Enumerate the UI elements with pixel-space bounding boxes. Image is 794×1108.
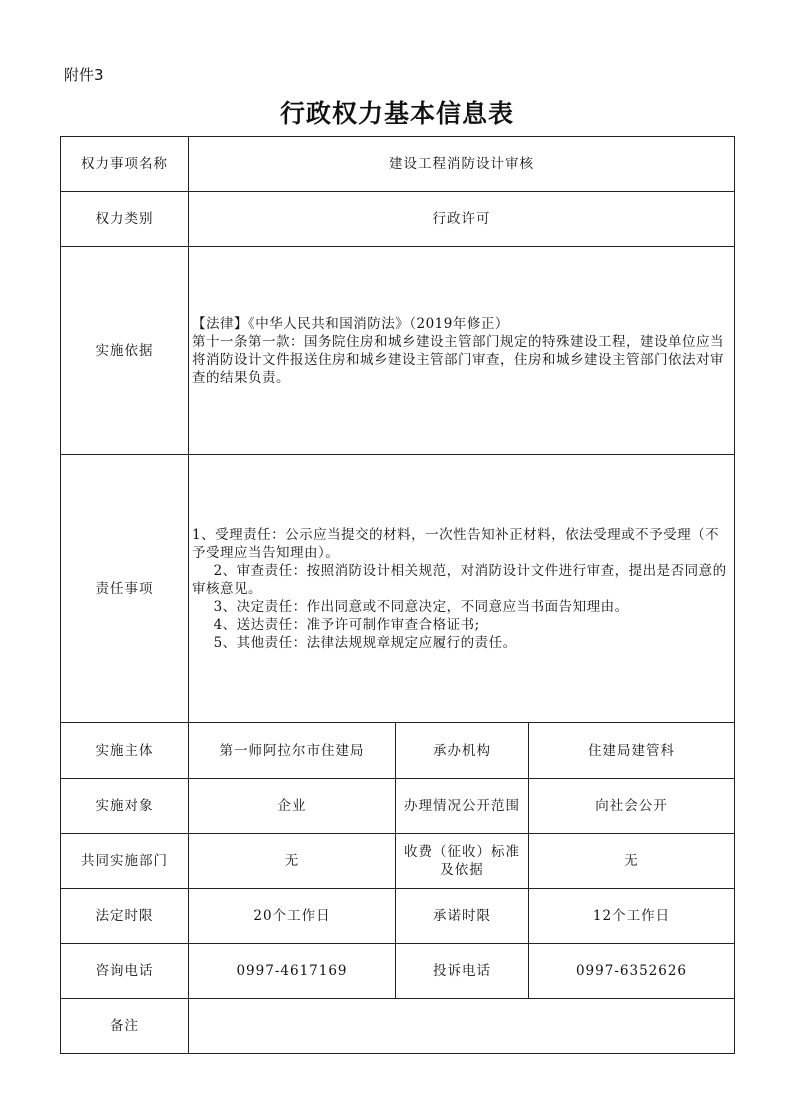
responsibilities-label: 责任事项 — [61, 455, 189, 723]
responsibility-item: 4、送达责任：准予许可制作审查合格证书; — [213, 616, 480, 633]
attachment-label: 附件3 — [64, 66, 104, 84]
joint-dept-value: 无 — [189, 834, 396, 889]
row-target — [61, 779, 735, 834]
basis-law: 【法律】《中华人民共和国消防法》（2019年修正） — [192, 315, 509, 332]
responsibility-item: 5、其他责任：法律法规规章规定应履行的责任。 — [213, 634, 517, 651]
row-responsibilities — [61, 455, 735, 723]
basis-content — [189, 247, 735, 455]
remark-value — [189, 999, 735, 1054]
row-basis — [61, 247, 735, 455]
consult-phone-value: 0997-4617169 — [189, 944, 396, 999]
responsibility-item: 2、审查责任：按照消防设计相关规范，对消防设计文件进行审查，提出是否同意的审核意见。 — [192, 562, 727, 597]
statutory-time-label: 法定时限 — [61, 889, 189, 944]
power-category-value: 行政许可 — [189, 192, 735, 247]
consult-phone-label: 咨询电话 — [61, 944, 189, 999]
disclosure-scope-label: 办理情况公开范围 — [396, 779, 529, 834]
subject-value: 第一师阿拉尔市住建局 — [189, 723, 396, 779]
row-power-category — [61, 192, 735, 247]
row-joint — [61, 834, 735, 889]
fee-standard-label: 收费（征收）标准及依据 — [396, 834, 529, 889]
basis-clause: 第十一条第一款：国务院住房和城乡建设主管部门规定的特殊建设工程，建设单位应当将消防设计文件报送住房和城乡建设主管部门审查，住房和城乡建设主管部门依法对审查的结果负责。 — [192, 333, 724, 386]
responsibility-item: 3、决定责任：作出同意或不同意决定，不同意应当书面告知理由。 — [213, 598, 629, 615]
row-power-name — [61, 137, 735, 192]
remark-label: 备注 — [61, 999, 189, 1054]
disclosure-scope-value: 向社会公开 — [529, 779, 735, 834]
power-name-label: 权力事项名称 — [61, 137, 189, 192]
promised-time-value: 12个工作日 — [529, 889, 735, 944]
fee-standard-value: 无 — [529, 834, 735, 889]
page-title: 行政权力基本信息表 — [279, 99, 514, 128]
target-value: 企业 — [189, 779, 396, 834]
responsibilities-content — [189, 455, 735, 723]
responsibility-item: 1、受理责任：公示应当提交的材料，一次性告知补正材料，依法受理或不予受理（不予受理应当告知理由）。 — [192, 526, 720, 561]
complaint-phone-label: 投诉电话 — [396, 944, 529, 999]
target-label: 实施对象 — [61, 779, 189, 834]
subject-label: 实施主体 — [61, 723, 189, 779]
power-name-value: 建设工程消防设计审核 — [189, 137, 735, 192]
power-category-label: 权力类别 — [61, 192, 189, 247]
statutory-time-value: 20个工作日 — [189, 889, 396, 944]
info-table — [60, 136, 735, 1054]
row-time-limit — [61, 889, 735, 944]
handling-org-label: 承办机构 — [396, 723, 529, 779]
basis-label: 实施依据 — [61, 247, 189, 455]
complaint-phone-value: 0997-6352626 — [529, 944, 735, 999]
row-remark — [61, 999, 735, 1054]
joint-dept-label: 共同实施部门 — [61, 834, 189, 889]
row-subject — [61, 723, 735, 779]
row-phone — [61, 944, 735, 999]
promised-time-label: 承诺时限 — [396, 889, 529, 944]
handling-org-value: 住建局建管科 — [529, 723, 735, 779]
